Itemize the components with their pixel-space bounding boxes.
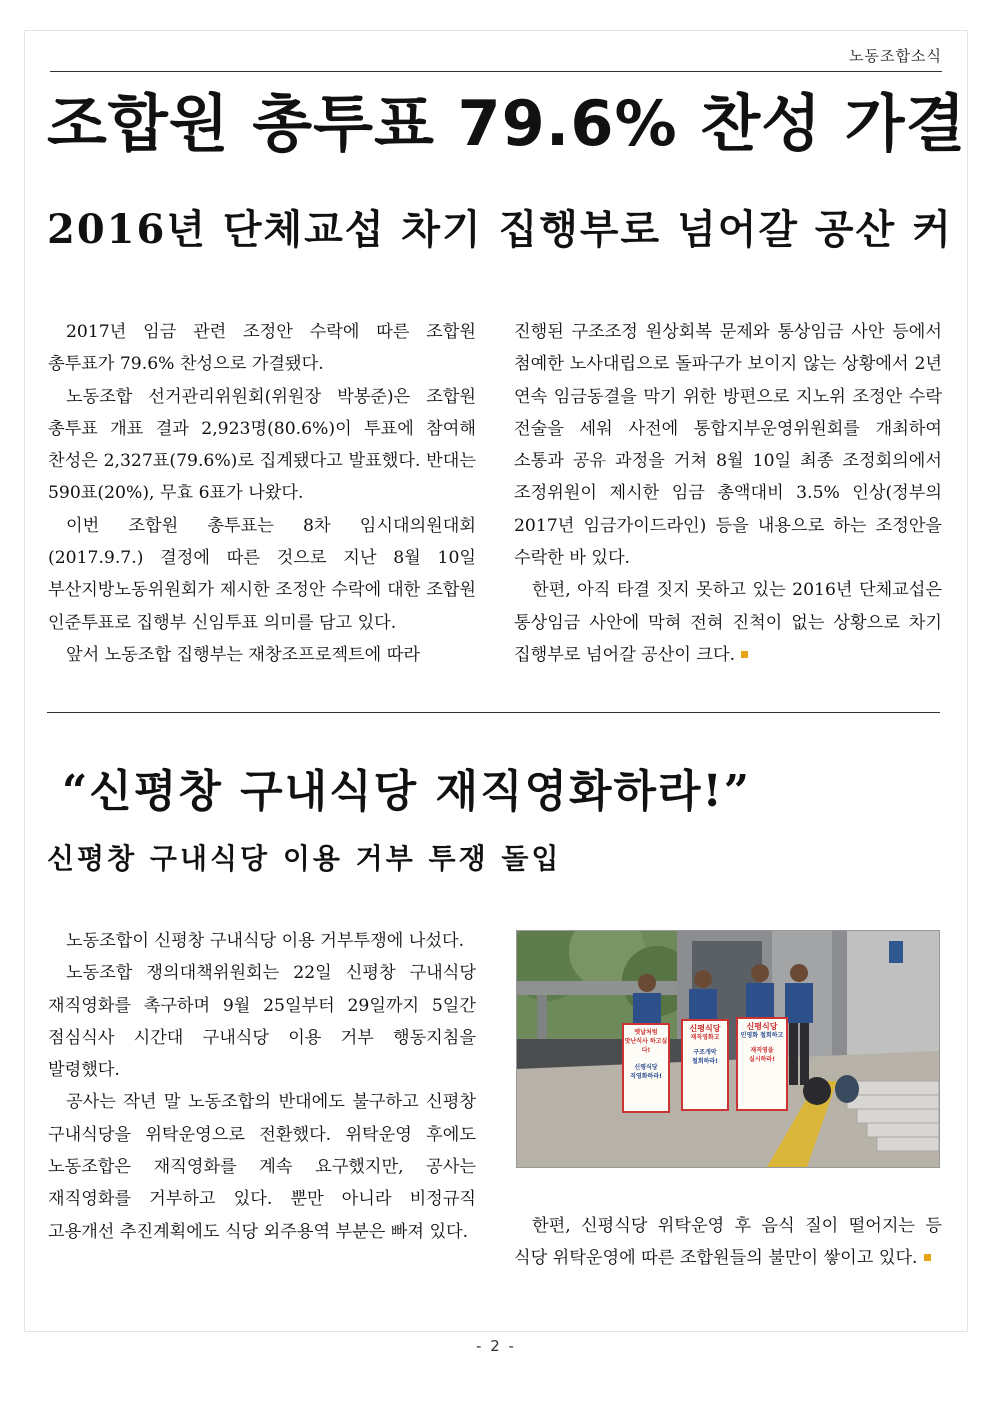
sign-text: 옛날처럼	[634, 1029, 658, 1036]
article1-paragraph-final	[514, 574, 942, 671]
page-number: - 2 -	[476, 1337, 516, 1355]
protest-sign	[736, 1017, 788, 1111]
sign-text: 민영화 철회하고	[740, 1032, 784, 1039]
article1-paragraph: 앞서 노동조합 집행부는 재창조프로젝트에 따라	[66, 644, 420, 665]
sign-text: 실시하라!	[749, 1056, 775, 1063]
article1-headline: 조합원 총투표 79.6% 찬성 가결	[47, 87, 967, 160]
sign-text: 철회하라!	[692, 1058, 718, 1065]
article2-paragraph: 공사는 작년 말 노동조합의 반대에도 불구하고 신평창 구내식당을 위탁운영으로 전환했다. 위탁운영 후에도 노동조합은 재직영화를 계속 요구했지만, 공사는 재직영화를 거부하고 있다. 뿐만 아니라 비정규직 고용개선 추진계획에도 식당 외주용역 부분은 빠져 있다.	[48, 1092, 476, 1242]
sign-text: 신평식당	[689, 1024, 721, 1033]
article2-paragraph: 노동조합 쟁의대책위원회는 22일 신평창 구내식당 재직영화를 촉구하며 9월 25일부터 29일까지 5일간 점심식사 시간대 구내식당 이용 거부 행동지침을 발령했다.	[48, 963, 476, 1081]
article1-column-right	[514, 316, 942, 671]
article1-paragraph: 이번 조합원 총투표는 8차 임시대의원대회(2017.9.7.) 결정에 따른 것으로 지난 8월 10일 부산지방노동위원회가 제시한 조정안 수락에 대한 조합원 인준투표로 집행부 신임투표 의미를 담고 있다.	[48, 515, 476, 633]
article2-column-left	[48, 925, 476, 1248]
article2-paragraph-text: 한편, 신평식당 위탁운영 후 음식 질이 떨어지는 등 식당 위탁운영에 따른 조합원들의 불만이 쌓이고 있다.	[514, 1216, 942, 1269]
article1-paragraph: 노동조합 선거관리위원회(위원장 박봉준)은 조합원 총투표 개표 결과 2,923명(80.6%)이 투표에 참여해 찬성은 2,327표(79.6%)로 집계됐다고 발표했다. 반대는 590표(20%), 무효 6표가 나왔다.	[48, 386, 476, 504]
protest-photo	[516, 930, 940, 1168]
section-label: 노동조합소식	[849, 47, 942, 65]
sign-text: 재직영화고	[690, 1034, 720, 1041]
sign-text: 신평식당	[746, 1022, 778, 1031]
article1-paragraph: 2017년 임금 관련 조정안 수락에 따른 조합원 총투표가 79.6% 찬성으로 가결됐다.	[48, 322, 476, 375]
article1-paragraph: 진행된 구조조정 원상회복 문제와 통상임금 사안 등에서 첨예한 노사대립으로 돌파구가 보이지 않는 상황에서 2년 연속 임금동결을 막기 위한 방편으로 지노위 조정안 수락 전술을 세워 사전에 통합지부운영위원회를 개최하여 소통과 공유 과정을 거쳐 8월 10일 최종 조정회의에서 조정위원이 제시한 임금 총액대비 3.5% 인상(정부의 2017년 임금가이드라인) 등을 내용으로 하는 조정안을 수락한 바 있다.	[514, 322, 942, 569]
end-mark-icon	[924, 1254, 931, 1261]
article2-paragraph: 노동조합이 신평창 구내식당 이용 거부투쟁에 나섰다.	[66, 931, 465, 951]
sign-text: 구조개악	[693, 1049, 717, 1056]
sign-text: 맛난식사 하고싶다!	[624, 1038, 668, 1054]
article2-paragraph-final	[514, 1210, 942, 1275]
protest-sign	[622, 1023, 670, 1113]
protest-sign	[681, 1019, 729, 1111]
top-rule	[50, 71, 942, 72]
article1-column-left	[48, 316, 476, 671]
sign-text: 재직영을	[750, 1047, 774, 1054]
sign-text: 신평식당	[634, 1064, 658, 1071]
article2-column-right	[514, 1210, 942, 1275]
sign-text: 직영화하라!	[630, 1073, 662, 1080]
article2-headline: “신평창 구내식당 재직영화하라!”	[62, 766, 752, 817]
end-mark-icon	[741, 651, 748, 658]
article1-subheadline: 2016년 단체교섭 차기 집행부로 넘어갈 공산 커	[47, 206, 953, 253]
section-divider	[47, 712, 940, 713]
article1-paragraph-text: 한편, 아직 타결 짓지 못하고 있는 2016년 단체교섭은 통상임금 사안에 막혀 전혀 진척이 없는 상황으로 차기 집행부로 넘어갈 공산이 크다.	[514, 580, 942, 665]
article2-subheadline: 신평창 구내식당 이용 거부 투쟁 돌입	[47, 842, 562, 875]
